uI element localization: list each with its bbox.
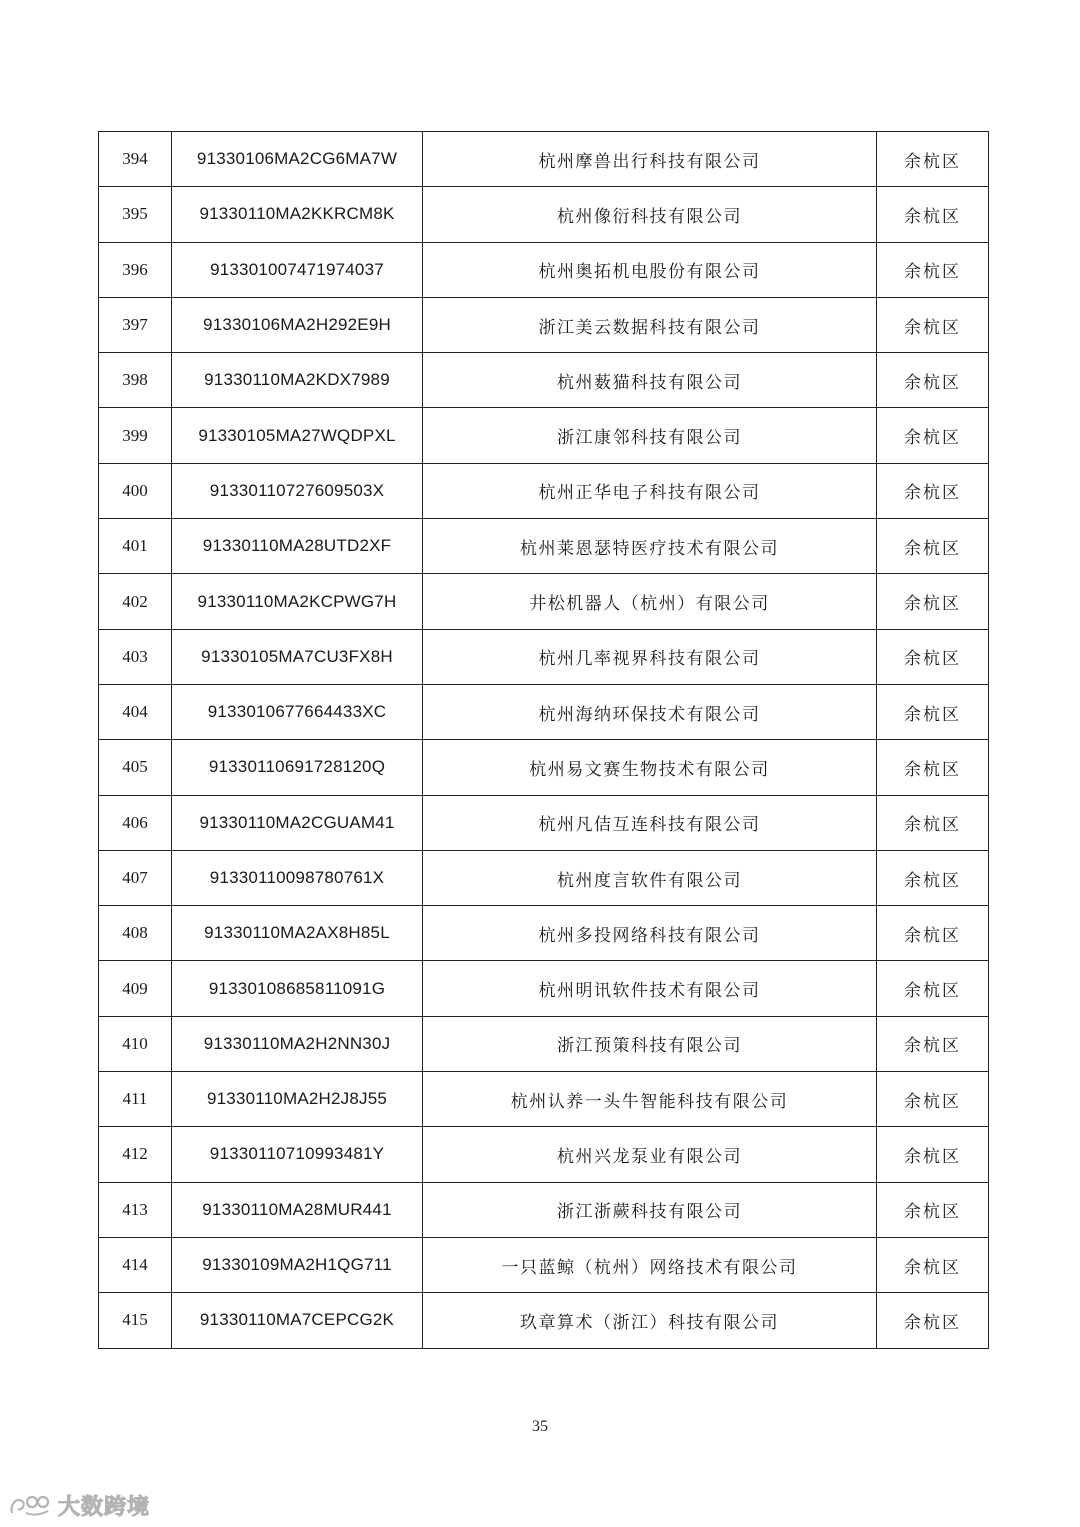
district: 余杭区 (877, 1016, 989, 1071)
table-row (99, 850, 989, 905)
row-index: 412 (99, 1127, 172, 1182)
row-index: 410 (99, 1016, 172, 1071)
district: 余杭区 (877, 297, 989, 352)
row-index: 409 (99, 961, 172, 1016)
table-row (99, 353, 989, 408)
table-row (99, 684, 989, 739)
table-row (99, 132, 989, 187)
company-name: 杭州认养一头牛智能科技有限公司 (423, 1072, 877, 1127)
row-index: 395 (99, 187, 172, 242)
district: 余杭区 (877, 242, 989, 297)
logo-icon (8, 1493, 52, 1519)
credit-code: 91330110MA2CGUAM41 (172, 795, 423, 850)
district: 余杭区 (877, 684, 989, 739)
row-index: 414 (99, 1237, 172, 1292)
table-row (99, 519, 989, 574)
table-row (99, 187, 989, 242)
table-row (99, 1072, 989, 1127)
district: 余杭区 (877, 1182, 989, 1237)
credit-code: 91330110MA7CEPCG2K (172, 1293, 423, 1348)
row-index: 415 (99, 1293, 172, 1348)
district: 余杭区 (877, 408, 989, 463)
company-name: 杭州像衍科技有限公司 (423, 187, 877, 242)
district: 余杭区 (877, 463, 989, 518)
company-name: 杭州度言软件有限公司 (423, 850, 877, 905)
row-index: 397 (99, 297, 172, 352)
credit-code: 91330110MA2H2NN30J (172, 1016, 423, 1071)
credit-code: 91330110710993481Y (172, 1127, 423, 1182)
credit-code: 91330110MA2AX8H85L (172, 906, 423, 961)
table-row (99, 629, 989, 684)
page-number: 35 (532, 1418, 548, 1435)
table-row (99, 1293, 989, 1348)
table-row (99, 574, 989, 629)
row-index: 403 (99, 629, 172, 684)
credit-code: 91330109MA2H1QG711 (172, 1237, 423, 1292)
district: 余杭区 (877, 795, 989, 850)
table-row (99, 961, 989, 1016)
row-index: 394 (99, 132, 172, 187)
table-row (99, 242, 989, 297)
credit-code: 9133010677664433XC (172, 684, 423, 739)
watermark-text: 大数跨境 (58, 1495, 151, 1520)
company-name: 一只蓝鲸（杭州）网络技术有限公司 (423, 1237, 877, 1292)
table-row (99, 740, 989, 795)
row-index: 400 (99, 463, 172, 518)
row-index: 413 (99, 1182, 172, 1237)
row-index: 402 (99, 574, 172, 629)
row-index: 408 (99, 906, 172, 961)
company-name: 杭州海纳环保技术有限公司 (423, 684, 877, 739)
company-name: 杭州摩兽出行科技有限公司 (423, 132, 877, 187)
credit-code: 91330110MA2KDX7989 (172, 353, 423, 408)
credit-code: 91330106MA2H292E9H (172, 297, 423, 352)
credit-code: 91330105MA27WQDPXL (172, 408, 423, 463)
company-name: 杭州莱恩瑟特医疗技术有限公司 (423, 519, 877, 574)
table-body (99, 132, 989, 1349)
company-name: 杭州薮猫科技有限公司 (423, 353, 877, 408)
row-index: 405 (99, 740, 172, 795)
row-index: 398 (99, 353, 172, 408)
company-name: 杭州奥拓机电股份有限公司 (423, 242, 877, 297)
company-name: 浙江浙蕨科技有限公司 (423, 1182, 877, 1237)
district: 余杭区 (877, 187, 989, 242)
company-name: 杭州凡佶互连科技有限公司 (423, 795, 877, 850)
company-name: 浙江美云数据科技有限公司 (423, 297, 877, 352)
district: 余杭区 (877, 906, 989, 961)
company-name: 杭州几率视界科技有限公司 (423, 629, 877, 684)
district: 余杭区 (877, 740, 989, 795)
district: 余杭区 (877, 132, 989, 187)
company-name: 杭州兴龙泵业有限公司 (423, 1127, 877, 1182)
table-row (99, 1237, 989, 1292)
district: 余杭区 (877, 1072, 989, 1127)
district: 余杭区 (877, 574, 989, 629)
row-index: 404 (99, 684, 172, 739)
district: 余杭区 (877, 1293, 989, 1348)
credit-code: 91330110MA2H2J8J55 (172, 1072, 423, 1127)
company-name: 杭州明讯软件技术有限公司 (423, 961, 877, 1016)
company-name: 井松机器人（杭州）有限公司 (423, 574, 877, 629)
district: 余杭区 (877, 961, 989, 1016)
company-name: 玖章算术（浙江）科技有限公司 (423, 1293, 877, 1348)
credit-code: 91330110MA28MUR441 (172, 1182, 423, 1237)
row-index: 407 (99, 850, 172, 905)
credit-code: 91330110MA2KKRCM8K (172, 187, 423, 242)
table-row (99, 463, 989, 518)
credit-code: 91330106MA2CG6MA7W (172, 132, 423, 187)
row-index: 406 (99, 795, 172, 850)
district: 余杭区 (877, 850, 989, 905)
company-name: 浙江预策科技有限公司 (423, 1016, 877, 1071)
company-name: 杭州正华电子科技有限公司 (423, 463, 877, 518)
company-name: 浙江康邻科技有限公司 (423, 408, 877, 463)
district: 余杭区 (877, 519, 989, 574)
district: 余杭区 (877, 1237, 989, 1292)
credit-code: 91330110MA2KCPWG7H (172, 574, 423, 629)
row-index: 411 (99, 1072, 172, 1127)
table-row (99, 297, 989, 352)
company-name: 杭州多投网络科技有限公司 (423, 906, 877, 961)
district: 余杭区 (877, 629, 989, 684)
watermark (8, 1490, 150, 1521)
district: 余杭区 (877, 1127, 989, 1182)
credit-code: 91330110098780761X (172, 850, 423, 905)
row-index: 396 (99, 242, 172, 297)
credit-code: 91330110727609503X (172, 463, 423, 518)
credit-code: 91330110MA28UTD2XF (172, 519, 423, 574)
credit-code: 91330110691728120Q (172, 740, 423, 795)
table-row (99, 408, 989, 463)
company-name: 杭州易文赛生物技术有限公司 (423, 740, 877, 795)
row-index: 401 (99, 519, 172, 574)
credit-code: 913301007471974037 (172, 242, 423, 297)
table-row (99, 1182, 989, 1237)
table-row (99, 795, 989, 850)
credit-code: 91330108685811091G (172, 961, 423, 1016)
table-row (99, 1016, 989, 1071)
company-registry-table (98, 131, 989, 1349)
district: 余杭区 (877, 353, 989, 408)
credit-code: 91330105MA7CU3FX8H (172, 629, 423, 684)
table-row (99, 1127, 989, 1182)
row-index: 399 (99, 408, 172, 463)
table-row (99, 906, 989, 961)
